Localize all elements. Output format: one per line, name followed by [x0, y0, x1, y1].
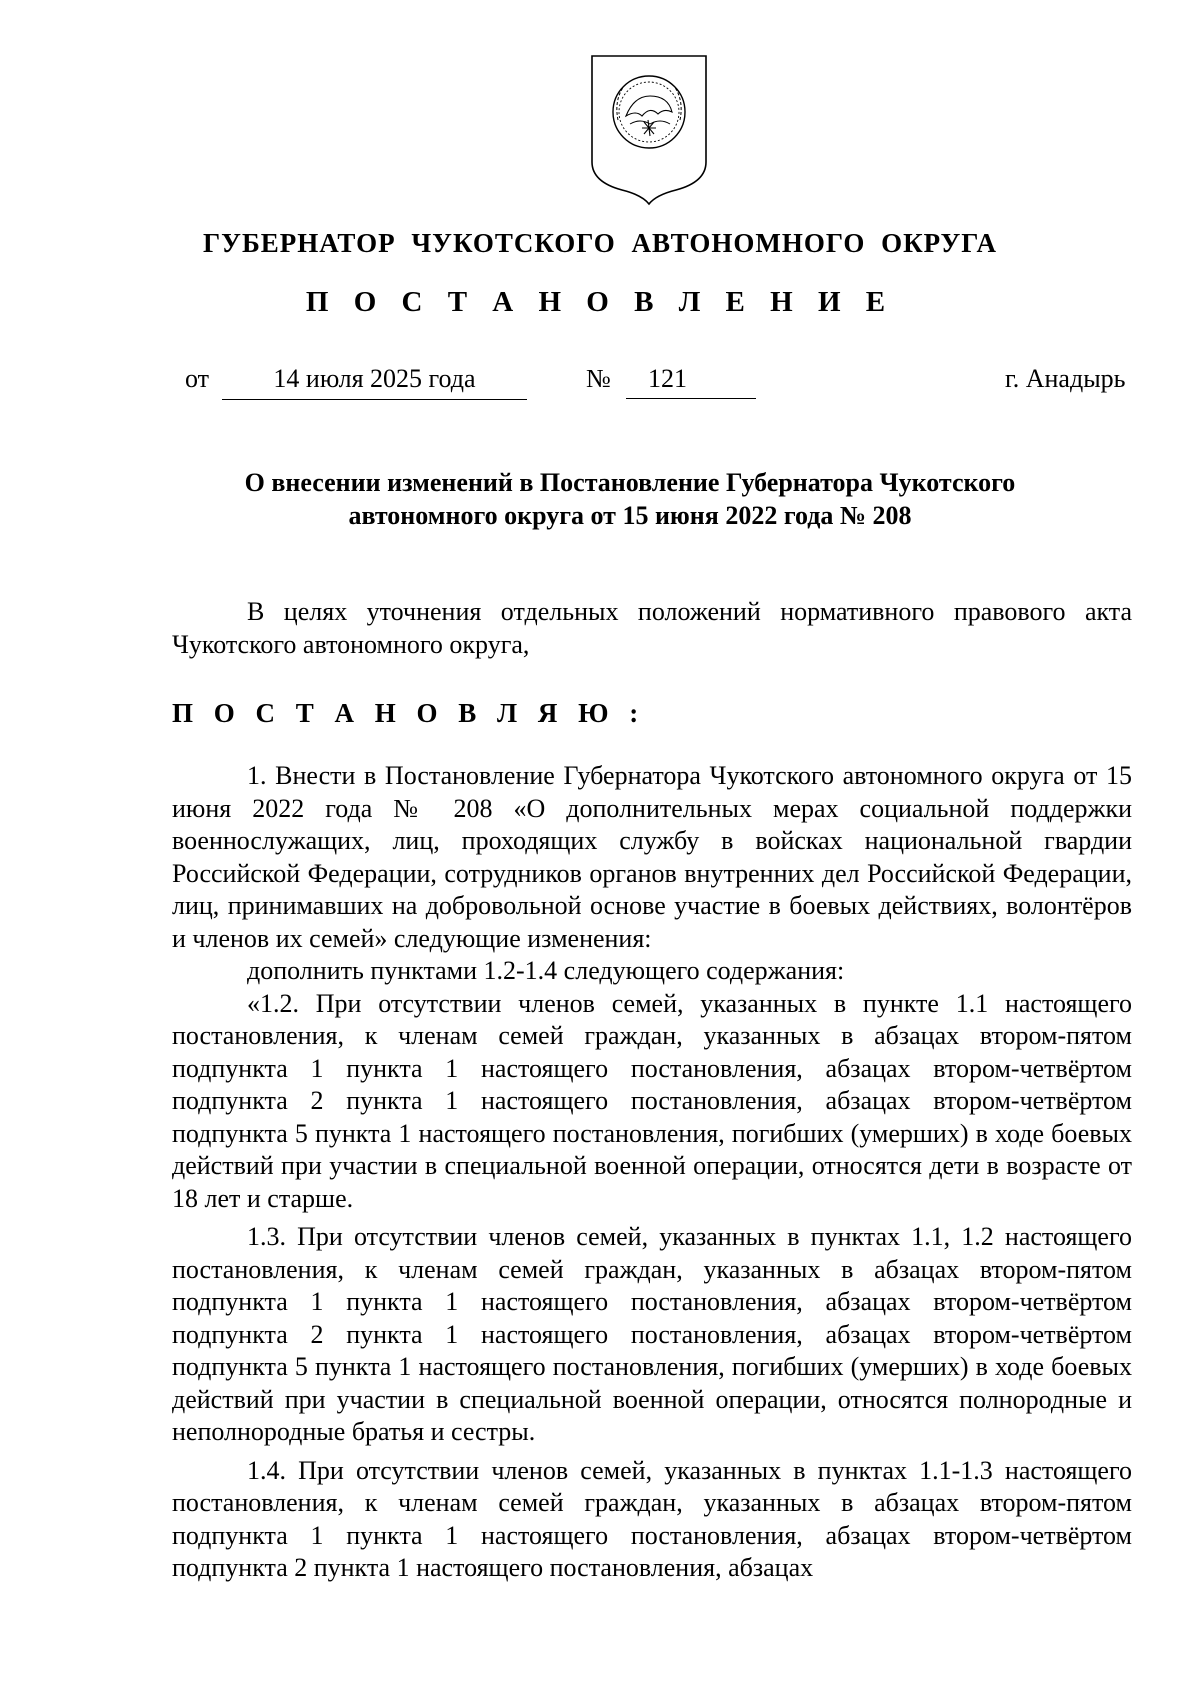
- document-number: 121: [626, 364, 756, 399]
- subject-line-1: О внесении изменений в Постановление Губернатора Чукотского: [244, 468, 1016, 497]
- paragraph-1: 1. Внести в Постановление Губернатора Чукотского автономного округа от 15 июня 2022 года № 208 «О дополнительных мерах социальной поддержки военнослужащих, лиц, проходящих службу в войсках национальной гвардии Российской Федерации, сотрудников органов внутренних дел Российской Федерации, лиц, принимавших на добровольной основе участие в боевых действиях, волонтёров и членов их семей» следующие изменения:: [172, 761, 1132, 953]
- preamble-text: В целях уточнения отдельных положений нормативного правового акта Чукотского автономного округа,: [172, 597, 1132, 659]
- subject-line-2: автономного округа от 15 июня 2022 года № 208: [348, 501, 912, 530]
- preamble: [172, 596, 1132, 661]
- paragraph-2: дополнить пунктами 1.2-1.4 следующего содержания:: [247, 956, 845, 985]
- decree-heading: П О С Т А Н О В Л Я Ю :: [172, 698, 646, 728]
- date-prefix-label: от: [185, 364, 210, 393]
- document-date: 14 июля 2025 года: [222, 364, 527, 400]
- document-body: [172, 760, 1132, 1585]
- paragraph-1-3: 1.3. При отсутствии членов семей, указанных в пунктах 1.1, 1.2 настоящего постановления, к членам семей граждан, указанных в абзацах втором-пятом подпункта 1 пункта 1 настоящего постановления, абзацах втором-четвёртом подпункта 2 пункта 1 настоящего постановления, абзацах втором-четвёртом подпункта 5 пункта 1 настоящего постановления, погибших (умерших) в ходе боевых действий при участии в специальной военной операции, относятся полнородные и неполнородные братья и сестры.: [172, 1222, 1132, 1446]
- document-type-title: П О С Т А Н О В Л Е Н И Е: [305, 286, 895, 318]
- number-label: №: [586, 364, 611, 393]
- document-subject: [170, 466, 1090, 532]
- issuing-authority: ГУБЕРНАТОР ЧУКОТСКОГО АВТОНОМНОГО ОКРУГА: [202, 228, 998, 258]
- paragraph-1-2: «1.2. При отсутствии членов семей, указанных в пункте 1.1 настоящего постановления, к членам семей граждан, указанных в абзацах втором-пятом подпункта 1 пункта 1 настоящего постановления, абзацах втором-четвёртом подпункта 2 пункта 1 настоящего постановления, абзацах втором-четвёртом подпункта 5 пункта 1 настоящего постановления, погибших (умерших) в ходе боевых действий при участии в специальной военной операции, относятся дети в возрасте от 18 лет и старше.: [172, 988, 1132, 1213]
- document-city: г. Анадырь: [1005, 364, 1126, 393]
- coat-of-arms-emblem: [584, 50, 714, 210]
- paragraph-1-4: 1.4. При отсутствии членов семей, указанных в пунктах 1.1-1.3 настоящего постановления, к членам семей граждан, указанных в абзацах втором-пятом подпункта 1 пункта 1 настоящего постановления, абзацах втором-четвёртом подпункта 2 пункта 1 настоящего постановления, абзацах: [172, 1455, 1132, 1582]
